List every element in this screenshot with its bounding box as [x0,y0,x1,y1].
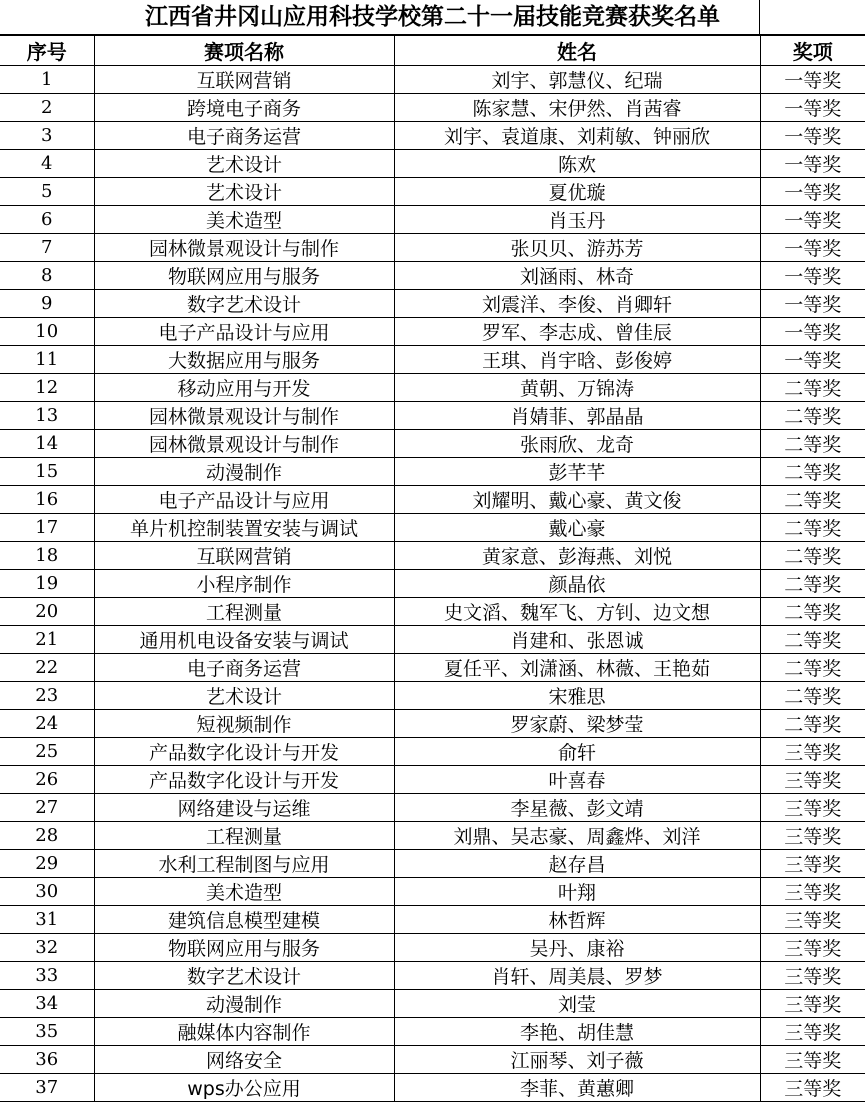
cell-no: 26 [0,766,94,794]
header-award: 奖项 [760,36,865,66]
cell-no: 14 [0,430,94,458]
cell-award: 二等奖 [760,570,865,598]
cell-names: 肖玉丹 [394,206,760,234]
cell-names: 林哲辉 [394,906,760,934]
header-row [0,36,865,66]
cell-award: 三等奖 [760,1018,865,1046]
cell-names: 宋雅思 [394,682,760,710]
cell-no: 12 [0,374,94,402]
cell-event: 工程测量 [94,598,394,626]
table-row [0,1074,865,1102]
cell-event: 水利工程制图与应用 [94,850,394,878]
cell-no: 7 [0,234,94,262]
cell-no: 33 [0,962,94,990]
cell-names: 彭芊芊 [394,458,760,486]
cell-names: 叶喜春 [394,766,760,794]
cell-names: 史文滔、魏军飞、方钊、边文想 [394,598,760,626]
cell-no: 31 [0,906,94,934]
cell-event: 物联网应用与服务 [94,934,394,962]
cell-names: 刘宇、郭慧仪、纪瑞 [394,66,760,94]
cell-award: 三等奖 [760,934,865,962]
cell-no: 27 [0,794,94,822]
cell-no: 23 [0,682,94,710]
cell-names: 刘莹 [394,990,760,1018]
cell-no: 6 [0,206,94,234]
cell-names: 刘宇、袁道康、刘莉敏、钟丽欣 [394,122,760,150]
cell-names: 吴丹、康裕 [394,934,760,962]
header-names: 姓名 [394,36,760,66]
cell-no: 32 [0,934,94,962]
cell-award: 一等奖 [760,318,865,346]
table-row [0,1018,865,1046]
cell-names: 王琪、肖宇晗、彭俊婷 [394,346,760,374]
cell-award: 二等奖 [760,486,865,514]
cell-award: 一等奖 [760,346,865,374]
cell-no: 34 [0,990,94,1018]
cell-award: 一等奖 [760,66,865,94]
cell-no: 20 [0,598,94,626]
cell-award: 二等奖 [760,402,865,430]
cell-event: 产品数字化设计与开发 [94,738,394,766]
cell-event: 艺术设计 [94,150,394,178]
cell-no: 17 [0,514,94,542]
cell-names: 张雨欣、龙奇 [394,430,760,458]
cell-names: 张贝贝、游苏芳 [394,234,760,262]
table-row [0,402,865,430]
cell-event: 艺术设计 [94,178,394,206]
cell-names: 罗家蔚、梁梦莹 [394,710,760,738]
cell-award: 二等奖 [760,654,865,682]
cell-award: 二等奖 [760,458,865,486]
table-row [0,738,865,766]
table-row [0,878,865,906]
cell-names: 夏任平、刘潇涵、林薇、王艳茹 [394,654,760,682]
table-row [0,430,865,458]
cell-no: 4 [0,150,94,178]
table-row [0,374,865,402]
cell-event: 网络安全 [94,1046,394,1074]
cell-no: 15 [0,458,94,486]
cell-event: 数字艺术设计 [94,962,394,990]
header-no: 序号 [0,36,94,66]
cell-event: 园林微景观设计与制作 [94,430,394,458]
sheet-title-text: 江西省井冈山应用科技学校第二十一届技能竞赛获奖名单 [145,3,720,30]
cell-award: 三等奖 [760,906,865,934]
cell-event: 美术造型 [94,206,394,234]
cell-names: 叶翔 [394,878,760,906]
cell-event: 移动应用与开发 [94,374,394,402]
table-row [0,318,865,346]
table-row [0,570,865,598]
cell-event: 园林微景观设计与制作 [94,402,394,430]
cell-names: 黄朝、万锦涛 [394,374,760,402]
cell-no: 3 [0,122,94,150]
cell-award: 二等奖 [760,430,865,458]
cell-event: 产品数字化设计与开发 [94,766,394,794]
cell-event: 电子商务运营 [94,122,394,150]
table-row [0,850,865,878]
cell-award: 二等奖 [760,710,865,738]
cell-event: 网络建设与运维 [94,794,394,822]
cell-award: 三等奖 [760,1046,865,1074]
table-row [0,906,865,934]
cell-award: 三等奖 [760,1074,865,1102]
cell-event: 物联网应用与服务 [94,262,394,290]
cell-names: 陈家慧、宋伊然、肖茜睿 [394,94,760,122]
sheet-title [0,0,865,35]
cell-no: 1 [0,66,94,94]
table-row [0,234,865,262]
table-row [0,766,865,794]
cell-award: 一等奖 [760,150,865,178]
cell-no: 28 [0,822,94,850]
table-row [0,66,865,94]
cell-award: 一等奖 [760,206,865,234]
cell-award: 三等奖 [760,962,865,990]
cell-event: 动漫制作 [94,990,394,1018]
cell-award: 一等奖 [760,234,865,262]
cell-no: 25 [0,738,94,766]
cell-award: 一等奖 [760,178,865,206]
cell-event: 数字艺术设计 [94,290,394,318]
cell-no: 22 [0,654,94,682]
cell-names: 黄家意、彭海燕、刘悦 [394,542,760,570]
cell-event: wps办公应用 [94,1074,394,1102]
table-row [0,262,865,290]
cell-event: 动漫制作 [94,458,394,486]
cell-no: 2 [0,94,94,122]
cell-event: 电子商务运营 [94,654,394,682]
cell-names: 陈欢 [394,150,760,178]
cell-no: 9 [0,290,94,318]
cell-award: 三等奖 [760,990,865,1018]
cell-names: 肖建和、张恩诚 [394,626,760,654]
cell-event: 电子产品设计与应用 [94,486,394,514]
cell-award: 二等奖 [760,374,865,402]
cell-names: 刘涵雨、林奇 [394,262,760,290]
cell-names: 罗军、李志成、曾佳辰 [394,318,760,346]
cell-event: 园林微景观设计与制作 [94,234,394,262]
cell-names: 江丽琴、刘子薇 [394,1046,760,1074]
table-row [0,150,865,178]
cell-award: 三等奖 [760,878,865,906]
cell-award: 三等奖 [760,822,865,850]
cell-event: 互联网营销 [94,66,394,94]
cell-no: 19 [0,570,94,598]
cell-names: 刘震洋、李俊、肖卿轩 [394,290,760,318]
cell-event: 小程序制作 [94,570,394,598]
cell-names: 肖轩、周美晨、罗梦 [394,962,760,990]
cell-no: 24 [0,710,94,738]
cell-award: 一等奖 [760,122,865,150]
cell-award: 二等奖 [760,626,865,654]
table-row [0,794,865,822]
cell-names: 肖婧菲、郭晶晶 [394,402,760,430]
cell-event: 大数据应用与服务 [94,346,394,374]
cell-award: 三等奖 [760,794,865,822]
cell-names: 李星薇、彭文靖 [394,794,760,822]
cell-no: 13 [0,402,94,430]
table-row [0,206,865,234]
cell-no: 21 [0,626,94,654]
cell-event: 互联网营销 [94,542,394,570]
cell-no: 11 [0,346,94,374]
table-row [0,1046,865,1074]
table-row [0,346,865,374]
cell-event: 电子产品设计与应用 [94,318,394,346]
cell-no: 37 [0,1074,94,1102]
table-row [0,486,865,514]
cell-event: 短视频制作 [94,710,394,738]
cell-award: 二等奖 [760,682,865,710]
table-row [0,682,865,710]
table-row [0,822,865,850]
table-row [0,990,865,1018]
cell-no: 18 [0,542,94,570]
table-row [0,122,865,150]
cell-award: 一等奖 [760,290,865,318]
cell-names: 刘鼎、吴志豪、周鑫烨、刘洋 [394,822,760,850]
table-row [0,458,865,486]
cell-names: 颜晶依 [394,570,760,598]
cell-names: 戴心豪 [394,514,760,542]
cell-names: 俞轩 [394,738,760,766]
table-row [0,962,865,990]
cell-no: 16 [0,486,94,514]
cell-no: 35 [0,1018,94,1046]
cell-event: 工程测量 [94,822,394,850]
cell-award: 三等奖 [760,738,865,766]
cell-names: 李艳、胡佳慧 [394,1018,760,1046]
table-row [0,710,865,738]
cell-award: 一等奖 [760,94,865,122]
cell-event: 融媒体内容制作 [94,1018,394,1046]
table-row [0,626,865,654]
awards-table [0,35,865,1102]
cell-names: 夏优璇 [394,178,760,206]
cell-award: 二等奖 [760,514,865,542]
cell-no: 10 [0,318,94,346]
cell-event: 通用机电设备安装与调试 [94,626,394,654]
cell-award: 二等奖 [760,542,865,570]
cell-award: 二等奖 [760,598,865,626]
title-corner-cell [759,0,865,34]
cell-event: 艺术设计 [94,682,394,710]
table-row [0,514,865,542]
table-row [0,598,865,626]
cell-award: 三等奖 [760,850,865,878]
cell-no: 5 [0,178,94,206]
cell-award: 一等奖 [760,262,865,290]
cell-names: 刘耀明、戴心豪、黄文俊 [394,486,760,514]
cell-no: 30 [0,878,94,906]
cell-event: 建筑信息模型建模 [94,906,394,934]
table-body [0,66,865,1102]
cell-event: 跨境电子商务 [94,94,394,122]
cell-event: 单片机控制装置安装与调试 [94,514,394,542]
cell-award: 三等奖 [760,766,865,794]
table-row [0,542,865,570]
cell-event: 美术造型 [94,878,394,906]
table-row [0,934,865,962]
header-event: 赛项名称 [94,36,394,66]
cell-no: 29 [0,850,94,878]
cell-no: 8 [0,262,94,290]
table-row [0,94,865,122]
cell-names: 赵存昌 [394,850,760,878]
cell-no: 36 [0,1046,94,1074]
table-row [0,654,865,682]
table-row [0,290,865,318]
cell-names: 李菲、黄蕙卿 [394,1074,760,1102]
table-row [0,178,865,206]
